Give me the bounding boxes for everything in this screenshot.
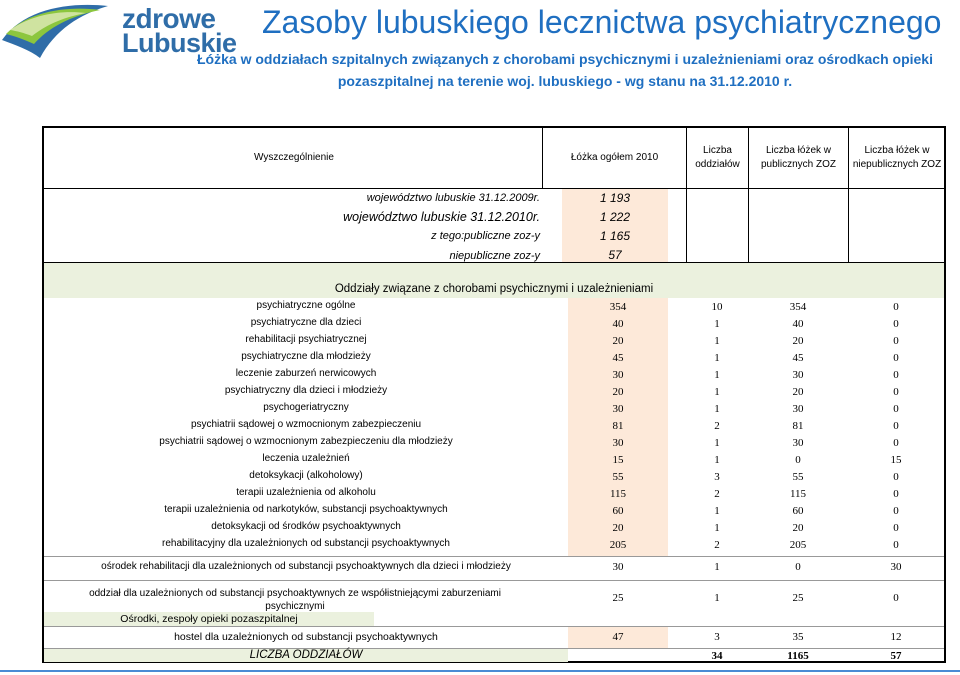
ward-label: oddział dla uzależnionych od substancji psychoaktywnych ze współistniejącymi zaburzeniami psychicznymi: [89, 588, 501, 612]
ward-label: psychiatryczne dla młodzieży: [241, 351, 371, 362]
cell-liczba-oddzialow: 1: [714, 437, 720, 449]
cell-lozka-ogolem: 115: [609, 488, 627, 500]
logo-text-zdrowe: zdrowe: [122, 3, 216, 34]
cell-lozek-publicznych: 20: [792, 522, 804, 534]
cell-liczba-oddzialow: 1: [714, 403, 720, 415]
ward-label: ośrodek rehabilitacji dla uzależnionych od substancji psychoaktywnych dla dzieci i młodzieży: [101, 561, 511, 572]
cell-lozek-niepublicznych: 0: [893, 369, 899, 381]
header-wyszczegolnienie: Wyszczególnienie: [254, 152, 334, 163]
cell-lozka-ogolem: 20: [612, 335, 624, 347]
cell-liczba-oddzialow: 2: [714, 488, 720, 500]
hostel-oddzialy: 3: [714, 631, 720, 643]
cell-lozka-ogolem: 354: [609, 301, 627, 313]
cell-lozka-ogolem: 55: [612, 471, 624, 483]
cell-lozek-publicznych: 60: [792, 505, 804, 517]
cell-liczba-oddzialow: 1: [714, 369, 720, 381]
ward-label: psychiatrii sądowej o wzmocnionym zabezpieczeniu dla młodzieży: [159, 436, 453, 447]
summary-oddzialy: 34: [711, 650, 723, 662]
cell-lozka-ogolem: 81: [612, 420, 624, 432]
ward-label: detoksykacji (alkoholowy): [249, 470, 363, 481]
cell-lozka-ogolem: 30: [612, 437, 624, 449]
cell-lozek-publicznych: 30: [792, 437, 804, 449]
cell-lozek-niepublicznych: 0: [893, 539, 899, 551]
cell-lozek-publicznych: 0: [795, 454, 801, 466]
cell-liczba-oddzialow: 1: [714, 386, 720, 398]
cell-lozka-ogolem: 40: [612, 318, 624, 330]
cell-lozek-niepublicznych: 0: [893, 522, 899, 534]
ward-label: psychiatryczny dla dzieci i młodzieży: [224, 385, 388, 396]
page-subtitle: Łóżka w oddziałach szpitalnych związanych z chorobami psychicznymi i uzależnieniami oraz ośrodkach opieki pozaszpitalnej na terenie woj. lubuskiego - wg stanu na 31.12.2010 r.: [197, 51, 933, 89]
cell-lozka-ogolem: 15: [612, 454, 624, 466]
cell-lozek-niepublicznych: 0: [893, 301, 899, 313]
cell-lozek-niepublicznych: 0: [893, 420, 899, 432]
cell-lozek-niepublicznych: 0: [893, 437, 899, 449]
stat-label-publiczne: z tego:publiczne zoz-y: [431, 230, 540, 242]
cell-liczba-oddzialow: 1: [714, 522, 720, 534]
cell-liczba-oddzialow: 1: [714, 352, 720, 364]
cell-lozek-niepublicznych: 15: [890, 454, 902, 466]
cell-liczba-oddzialow: 1: [714, 592, 720, 604]
ward-label: psychiatrii sądowej o wzmocnionym zabezpieczeniu: [190, 419, 422, 430]
stat-label-niepubliczne: niepubliczne zoz-y: [449, 250, 540, 262]
cell-lozek-niepublicznych: 0: [893, 471, 899, 483]
cell-liczba-oddzialow: 1: [714, 505, 720, 517]
stat-value-niepubliczne: 57: [608, 248, 622, 262]
leaf-swoosh-icon: [0, 0, 120, 68]
cell-lozek-publicznych: 30: [792, 403, 804, 415]
grid-line: [44, 580, 944, 581]
stat-label-2010: województwo lubuskie 31.12.2010r.: [343, 210, 540, 224]
header-lozka-ogolem: Łóżka ogółem 2010: [570, 152, 659, 163]
cell-lozek-publicznych: 20: [792, 335, 804, 347]
cell-liczba-oddzialow: 2: [714, 420, 720, 432]
cell-liczba-oddzialow: 10: [711, 301, 723, 313]
stat-value-publiczne: 1 165: [599, 229, 631, 243]
cell-lozka-ogolem: 30: [612, 369, 624, 381]
ward-label: terapii uzależnienia od narkotyków, substancji psychoaktywnych: [164, 504, 448, 515]
cell-liczba-oddzialow: 3: [714, 471, 720, 483]
cell-lozek-publicznych: 25: [792, 592, 804, 604]
cell-lozek-publicznych: 115: [789, 488, 807, 500]
cell-liczba-oddzialow: 1: [714, 454, 720, 466]
grid-line: [44, 262, 944, 263]
ward-label: rehabilitacji psychiatrycznej: [245, 334, 367, 345]
cell-lozka-ogolem: 205: [609, 539, 627, 551]
hostel-publiczne: 35: [792, 631, 804, 643]
ward-label: psychogeriatryczny: [263, 402, 349, 413]
summary-label: LICZBA ODDZIAŁÓW: [249, 649, 363, 661]
header-lozek-niepublicznych: Liczba łóżek w niepublicznych ZOZ: [852, 145, 942, 170]
cell-lozek-niepublicznych: 0: [893, 318, 899, 330]
header-liczba-oddzialow: Liczba oddziałów: [695, 145, 740, 170]
cell-lozka-ogolem: 30: [612, 403, 624, 415]
section-title: Oddziały związane z chorobami psychicznymi i uzależnieniami: [334, 283, 654, 295]
cell-lozek-publicznych: 20: [792, 386, 804, 398]
cell-liczba-oddzialow: 1: [714, 318, 720, 330]
stat-value-2009: 1 193: [599, 191, 631, 205]
cell-lozek-publicznych: 55: [792, 471, 804, 483]
osrodki-label: Ośrodki, zespoły opieki pozaszpitalnej: [120, 613, 298, 625]
cell-liczba-oddzialow: 1: [714, 561, 720, 573]
grid-line: [44, 626, 944, 627]
cell-lozek-publicznych: 0: [795, 561, 801, 573]
ward-label: detoksykacji od środków psychoaktywnych: [211, 521, 401, 532]
ward-label: leczenie zaburzeń nerwicowych: [235, 368, 377, 379]
summary-niepubliczne: 57: [890, 650, 902, 662]
ward-label: psychiatryczne dla dzieci: [250, 317, 362, 328]
hostel-label: hostel dla uzależnionych od substancji psychoaktywnych: [174, 631, 438, 643]
cell-lozka-ogolem: 45: [612, 352, 624, 364]
cell-lozek-niepublicznych: 0: [893, 488, 899, 500]
ward-label: leczenia uzależnień: [262, 453, 350, 464]
hostel-niepubliczne: 12: [890, 631, 902, 643]
hostel-total: 47: [612, 631, 624, 643]
ward-label: rehabilitacyjny dla uzależnionych od substancji psychoaktywnych: [162, 538, 450, 549]
summary-publiczne: 1165: [787, 650, 809, 662]
cell-lozek-niepublicznych: 0: [893, 352, 899, 364]
ward-label: terapii uzależnienia od alkoholu: [236, 487, 376, 498]
cell-lozek-publicznych: 40: [792, 318, 804, 330]
stat-value-2010: 1 222: [599, 210, 631, 224]
cell-lozka-ogolem: 60: [612, 505, 624, 517]
cell-liczba-oddzialow: 2: [714, 539, 720, 551]
stat-label-2009: województwo lubuskie 31.12.2009r.: [366, 192, 540, 204]
cell-lozka-ogolem: 30: [612, 561, 624, 573]
cell-lozek-publicznych: 30: [792, 369, 804, 381]
cell-lozek-niepublicznych: 0: [893, 386, 899, 398]
cell-lozek-niepublicznych: 0: [893, 335, 899, 347]
grid-line: [44, 556, 944, 557]
cell-lozka-ogolem: 25: [612, 592, 624, 604]
ward-label: psychiatryczne ogólne: [256, 300, 356, 311]
page-title: Zasoby lubuskiego lecznictwa psychiatrycznego: [262, 4, 942, 40]
cell-lozek-niepublicznych: 0: [893, 403, 899, 415]
footer-rule: [0, 670, 960, 672]
cell-lozka-ogolem: 20: [612, 386, 624, 398]
cell-liczba-oddzialow: 1: [714, 335, 720, 347]
cell-lozek-niepublicznych: 0: [893, 505, 899, 517]
cell-lozek-publicznych: 205: [789, 539, 807, 551]
cell-lozek-publicznych: 81: [792, 420, 804, 432]
logo-text-lubuskie: Lubuskie: [122, 28, 237, 58]
cell-lozek-niepublicznych: 0: [893, 592, 899, 604]
cell-lozek-publicznych: 354: [789, 301, 807, 313]
header-lozek-publicznych: Liczba łóżek w publicznych ZOZ: [760, 145, 837, 170]
cell-lozek-publicznych: 45: [792, 352, 804, 364]
cell-lozka-ogolem: 20: [612, 522, 624, 534]
cell-lozek-niepublicznych: 30: [890, 561, 902, 573]
